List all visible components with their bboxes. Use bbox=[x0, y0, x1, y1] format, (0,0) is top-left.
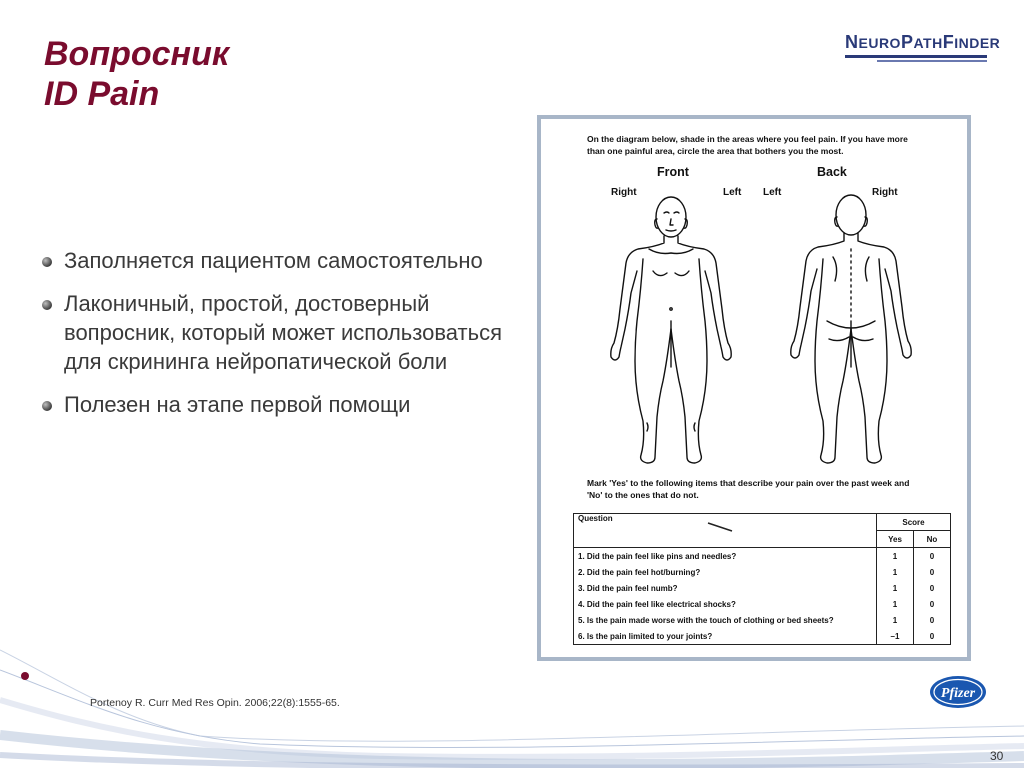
no-score: 0 bbox=[914, 548, 951, 565]
bullet-dot-icon bbox=[42, 257, 52, 267]
logo-text: NEUROPATHFINDER bbox=[845, 32, 1001, 52]
questionnaire-image bbox=[537, 115, 971, 661]
yes-score: 1 bbox=[877, 548, 914, 565]
bullet-item: Лаконичный, простой, достоверный вопросник, который может использоваться для скрининга нейропатической боли bbox=[40, 289, 520, 376]
logo-underline-secondary bbox=[877, 60, 987, 62]
yes-score: 1 bbox=[877, 596, 914, 612]
header-question: Question bbox=[574, 514, 877, 548]
neuropathfinder-logo bbox=[845, 32, 1001, 62]
front-left-label: Left bbox=[723, 187, 742, 198]
front-right-label: Right bbox=[611, 187, 637, 198]
table-row bbox=[574, 564, 951, 580]
page-number: 30 bbox=[990, 749, 1004, 763]
question-text: 4. Did the pain feel like electrical shocks? bbox=[574, 596, 877, 612]
table-row bbox=[574, 612, 951, 628]
no-score: 0 bbox=[914, 596, 951, 612]
table-row bbox=[574, 628, 951, 645]
back-label: Back bbox=[817, 165, 847, 179]
yes-score: –1 bbox=[877, 628, 914, 645]
front-body-figure bbox=[611, 197, 731, 463]
yes-score: 1 bbox=[877, 612, 914, 628]
pen-mark bbox=[706, 521, 736, 533]
header-yes: Yes bbox=[877, 531, 914, 548]
question-table bbox=[573, 513, 951, 645]
yes-score: 1 bbox=[877, 580, 914, 596]
body-diagram bbox=[591, 191, 931, 473]
question-text: 1. Did the pain feel like pins and needles? bbox=[574, 548, 877, 565]
back-body-figure bbox=[791, 195, 911, 463]
slide-title bbox=[44, 34, 229, 114]
questionnaire-instruction-bottom: Mark 'Yes' to the following items that describe your pain over the past week and 'No' to the ones that do not. bbox=[587, 478, 910, 500]
question-text: 2. Did the pain feel hot/burning? bbox=[574, 564, 877, 580]
questionnaire-instruction-top: On the diagram below, shade in the areas where you feel pain. If you have more than one painful area, circle the area that bothers you the most. bbox=[587, 134, 908, 156]
title-line-2: ID Pain bbox=[44, 75, 160, 113]
question-text: 6. Is the pain limited to your joints? bbox=[574, 628, 877, 645]
bullet-dot-icon bbox=[42, 401, 52, 411]
bullet-list bbox=[40, 246, 520, 433]
front-label: Front bbox=[657, 165, 689, 179]
pfizer-logo bbox=[928, 673, 988, 711]
question-text: 5. Is the pain made worse with the touch of clothing or bed sheets? bbox=[574, 612, 877, 628]
table-row bbox=[574, 596, 951, 612]
bullet-dot-icon bbox=[42, 300, 52, 310]
logo-underline bbox=[845, 55, 987, 58]
no-score: 0 bbox=[914, 564, 951, 580]
table-row bbox=[574, 548, 951, 565]
table-header-row bbox=[574, 514, 951, 531]
bullet-item: Заполняется пациентом самостоятельно bbox=[40, 246, 520, 275]
no-score: 0 bbox=[914, 612, 951, 628]
question-text: 3. Did the pain feel numb? bbox=[574, 580, 877, 596]
back-right-label: Right bbox=[872, 187, 898, 198]
back-left-label: Left bbox=[763, 187, 782, 198]
pfizer-logo-text: Pfizer bbox=[940, 686, 976, 701]
yes-score: 1 bbox=[877, 564, 914, 580]
header-no: No bbox=[914, 531, 951, 548]
table-row bbox=[574, 580, 951, 596]
no-score: 0 bbox=[914, 580, 951, 596]
citation: Portenoy R. Curr Med Res Opin. 2006;22(8):1555-65. bbox=[90, 697, 340, 709]
no-score: 0 bbox=[914, 628, 951, 645]
title-line-1: Вопросник bbox=[44, 35, 230, 73]
bullet-item: Полезен на этапе первой помощи bbox=[40, 390, 520, 419]
header-score: Score bbox=[877, 514, 951, 531]
